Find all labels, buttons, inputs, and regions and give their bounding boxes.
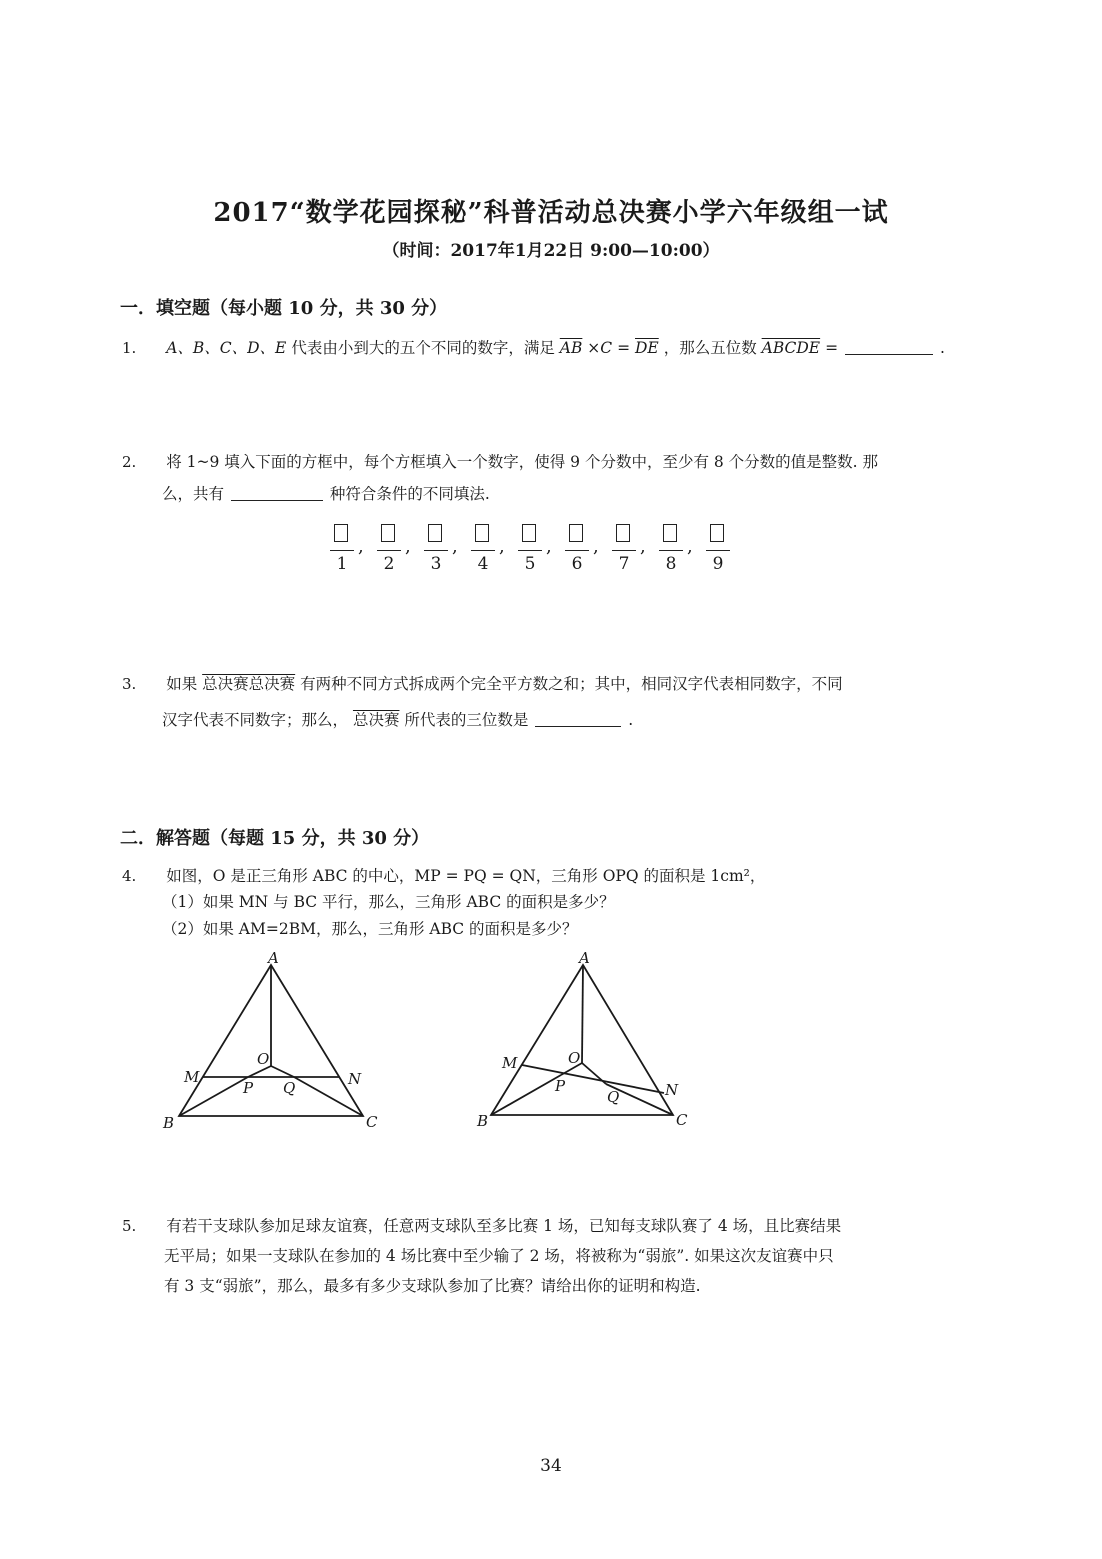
label-n: N	[348, 1070, 362, 1088]
label-o: O	[257, 1050, 270, 1068]
question-number: 5.	[122, 1217, 137, 1235]
q1-times-c: ×C =	[587, 339, 631, 357]
q2-line-2a: 么，共有	[162, 485, 225, 503]
answer-blank[interactable]	[231, 485, 323, 502]
empty-box[interactable]	[334, 524, 348, 542]
q2-line-2b: 种符合条件的不同填法.	[329, 485, 490, 503]
label-a: A	[268, 949, 279, 967]
fraction: 3	[424, 522, 448, 580]
empty-box[interactable]	[522, 524, 536, 542]
fraction: 8	[659, 522, 683, 580]
label-p: P	[555, 1077, 566, 1095]
question-4	[122, 866, 765, 887]
fraction: 6	[565, 522, 589, 580]
q4-part-1: （1）如果 MN 与 BC 平行，那么，三角形 ABC 的面积是多少？	[162, 893, 615, 911]
fraction: 5	[518, 522, 542, 580]
label-o: O	[568, 1049, 581, 1067]
q5-line-3: 有 3 支“弱旅”，那么，最多有多少支球队参加了比赛？请给出你的证明和构造.	[164, 1277, 701, 1295]
label-q: Q	[283, 1079, 296, 1097]
q3-text-1a: 如果	[166, 675, 198, 693]
q4-part-2: （2）如果 AM=2BM，那么，三角形 ABC 的面积是多少？	[162, 920, 578, 938]
answer-blank[interactable]	[845, 339, 933, 356]
empty-box[interactable]	[616, 524, 630, 542]
q3-text-2b: 所代表的三位数是	[404, 711, 529, 729]
label-m: M	[184, 1068, 200, 1086]
fraction: 7	[612, 522, 636, 580]
label-a: A	[579, 949, 590, 967]
triangle-figure-2	[465, 945, 705, 1145]
q3-three-digit-word: 总决赛	[352, 711, 400, 729]
label-q: Q	[607, 1088, 620, 1106]
fraction: 1	[330, 522, 354, 580]
empty-box[interactable]	[569, 524, 583, 542]
section-solution-heading: 二．解答题（每题 15 分，共 30 分）	[120, 828, 430, 849]
label-n: N	[665, 1081, 679, 1099]
label-b: B	[163, 1114, 175, 1132]
q1-end: .	[939, 339, 945, 357]
q5-line-2: 无平局；如果一支球队在参加的 4 场比赛中至少输了 2 场，将被称为“弱旅”. 如果这次友谊赛中只	[164, 1247, 834, 1265]
question-1	[122, 338, 945, 359]
q1-abcde-overline: ABCDE	[761, 339, 821, 357]
question-5	[122, 1216, 841, 1237]
q1-text-2: ，那么五位数	[663, 339, 757, 357]
empty-box[interactable]	[428, 524, 442, 542]
exam-time: （时间：2017年1月22日 9:00—10:00）	[382, 241, 720, 261]
empty-box[interactable]	[475, 524, 489, 542]
label-c: C	[676, 1111, 688, 1129]
q3-six-digit-word: 总决赛总决赛	[202, 675, 296, 693]
triangle-figure-1	[150, 945, 390, 1145]
label-p: P	[243, 1079, 254, 1097]
label-m: M	[502, 1054, 518, 1072]
q1-de-overline: $\overline{DE}$	[635, 339, 659, 357]
question-number: 4.	[122, 867, 137, 885]
fraction: 4	[471, 522, 495, 580]
page-title: 2017“数学花园探秘”科普活动总决赛小学六年级组一试	[213, 198, 889, 228]
fraction-row: 1 , 2 , 3 , 4 , 5 , 6 , 7 , 8 , 9	[326, 522, 746, 582]
q1-variables: A、B、C、D、E	[166, 339, 287, 357]
question-number: 3.	[122, 675, 137, 693]
answer-blank[interactable]	[535, 711, 621, 728]
label-b: B	[477, 1112, 489, 1130]
q1-text-1: 代表由小到大的五个不同的数字，满足	[291, 339, 555, 357]
fraction: 2	[377, 522, 401, 580]
label-c: C	[366, 1113, 378, 1131]
q3-text-1b: 有两种不同方式拆成两个完全平方数之和；其中，相同汉字代表相同数字，不同	[300, 675, 843, 693]
question-number: 2.	[122, 453, 137, 471]
q1-ab-overline: $\overline{AB}$	[559, 339, 583, 357]
question-number: 1.	[122, 339, 137, 357]
empty-box[interactable]	[663, 524, 677, 542]
q3-end: .	[628, 711, 634, 729]
q1-equals: =	[825, 339, 839, 357]
q2-line-1: 将 1~9 填入下面的方框中，每个方框填入一个数字，使得 9 个分数中，至少有 8 个分数的值是整数. 那	[166, 453, 879, 471]
empty-box[interactable]	[381, 524, 395, 542]
q5-line-1: 有若干支球队参加足球友谊赛，任意两支球队至多比赛 1 场，已知每支球队赛了 4 场，且比赛结果	[166, 1217, 842, 1235]
q4-line-1: 如图，O 是正三角形 ABC 的中心，MP = PQ = QN，三角形 OPQ 的面积是 1cm²，	[166, 867, 766, 885]
page-number: 34	[540, 1456, 562, 1476]
q3-text-2a: 汉字代表不同数字；那么，	[162, 711, 349, 729]
question-3	[122, 674, 843, 695]
fraction: 9	[706, 522, 730, 580]
section-fill-blank-heading: 一．填空题（每小题 10 分，共 30 分）	[120, 298, 448, 319]
question-2-line-2	[162, 484, 490, 504]
empty-box[interactable]	[710, 524, 724, 542]
question-3-line-2	[162, 710, 633, 730]
question-2	[122, 452, 878, 473]
